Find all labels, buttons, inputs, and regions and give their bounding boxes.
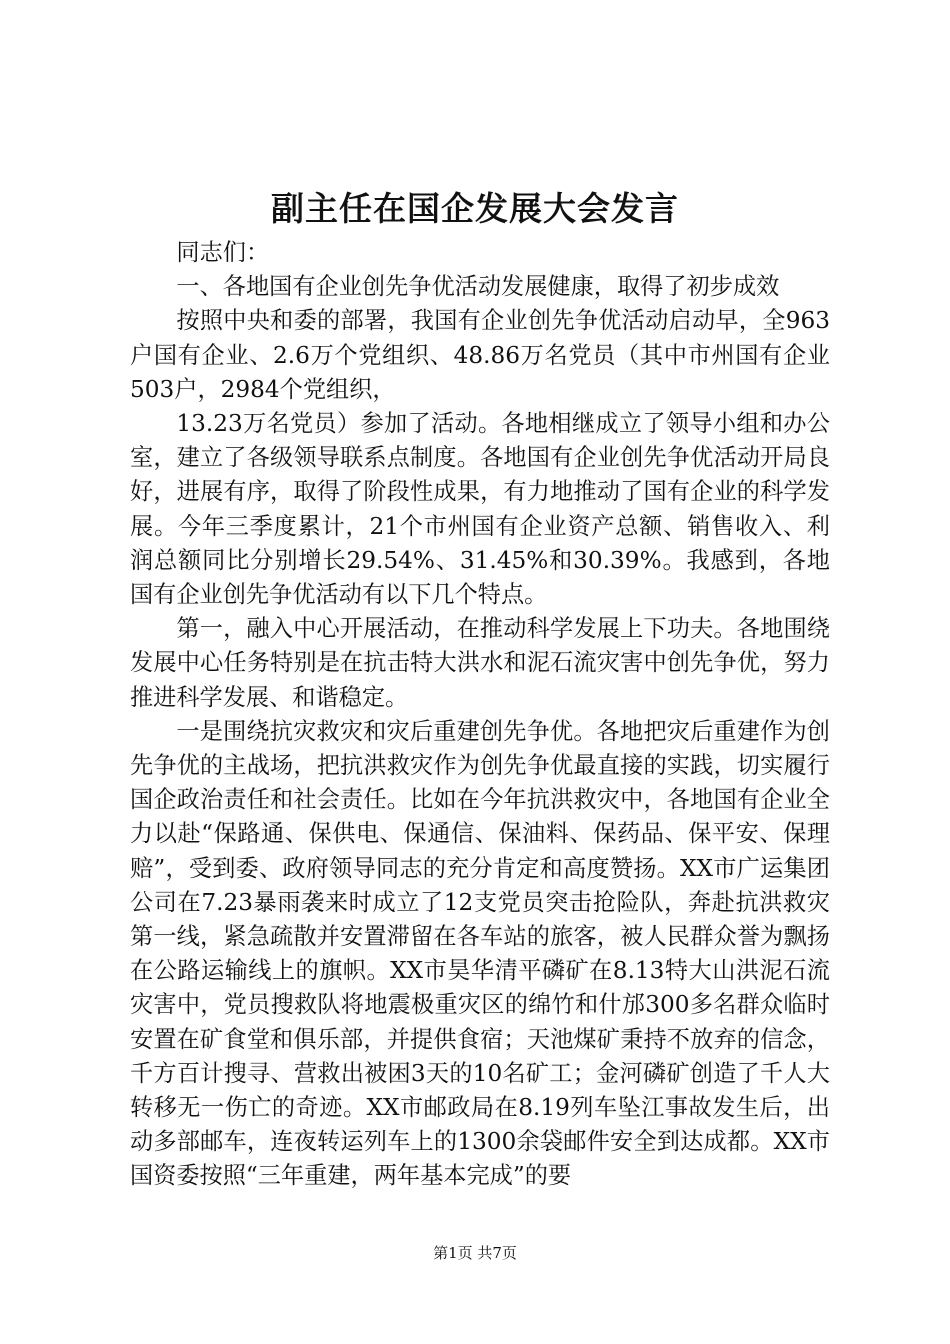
document-title: 副主任在国企发展大会发言 — [271, 189, 679, 228]
section-heading-paragraph: 一、各地国有企业创先争优活动发展健康，取得了初步成效 — [176, 273, 780, 301]
body-paragraph: 第一，融入中心开展活动，在推动科学发展上下功夫。各地围绕发展中心任务特别是在抗击特大洪水和泥石流灾害中创先争优，努力推进科学发展、和谐稳定。 — [130, 615, 830, 711]
body-paragraph: 一是围绕抗灾救灾和灾后重建创先争优。各地把灾后重建作为创先争优的主战场，把抗洪救灾作为创先争优最直接的实践，切实履行国企政治责任和社会责任。比如在今年抗洪救灾中，各地国有企业全力以赴“保路通、保供电、保通信、保油料、保药品、保平安、保理赔”，受到委、政府领导同志的充分肯定和高度赞扬。XX市广运集团公司在7.23暴雨袭来时成立了12支党员突击抢险队，奔赴抗洪救灾第一线，紧急疏散并安置滞留在各车站的旅客，被人民群众誉为飘扬在公路运输线上的旗帜。XX市昊华清平磷矿在8.13特大山洪泥石流灾害中，党员搜救队将地震极重灾区的绵竹和什邡300多名群众临时安置在矿食堂和俱乐部，并提供食宿；天池煤矿秉持不放弃的信念，千方百计搜寻、营救出被困3天的10名矿工；金河磷矿创造了千人大转移无一伤亡的奇迹。XX市邮政局在8.19列车坠江事故发生后，出动多部邮车，连夜转运列车上的1300余袋邮件安全到达成都。XX市国资委按照“三年重建，两年基本完成”的要 — [130, 717, 830, 1190]
page-number-footer: 第1页 共7页 — [433, 1244, 517, 1262]
salutation-paragraph: 同志们： — [176, 239, 270, 266]
document-body — [130, 236, 830, 1194]
body-paragraph: 13.23万名党员）参加了活动。各地相继成立了领导小组和办公室，建立了各级领导联系点制度。各地国有企业创先争优活动开局良好，进展有序，取得了阶段性成果，有力地推动了国有企业的科学发展。今年三季度累计，21个市州国有企业资产总额、销售收入、利润总额同比分别增长29.54%、31.45%和30.39%。我感到，各地国有企业创先争优活动有以下几个特点。 — [130, 410, 830, 609]
body-paragraph: 按照中央和委的部署，我国有企业创先争优活动启动早，全963户国有企业、2.6万个党组织、48.86万名党员（其中市州国有企业503户，2984个党组织， — [130, 307, 830, 403]
